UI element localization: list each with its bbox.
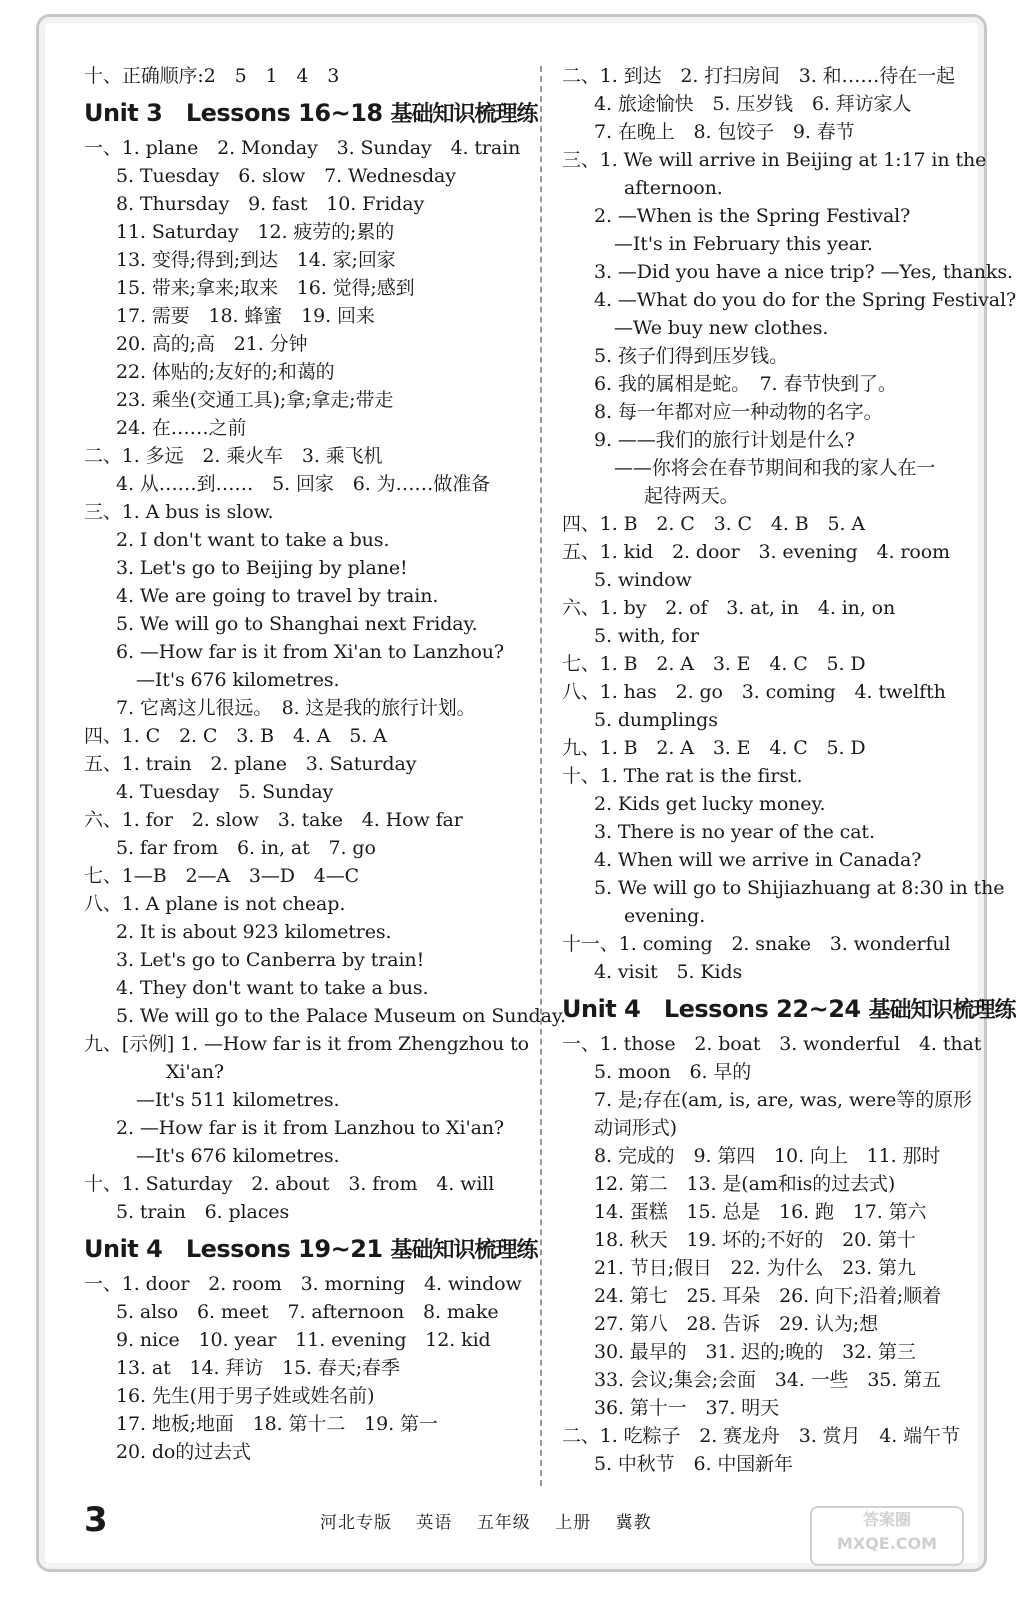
answer-line: 17. 需要 18. 蜂蜜 19. 回来 bbox=[116, 305, 375, 327]
answer-line: 5. We will go to the Palace Museum on Sunday. bbox=[116, 1005, 566, 1027]
answer-line: —It's 676 kilometres. bbox=[136, 669, 340, 691]
answer-line: 4. —What do you do for the Spring Festival? bbox=[594, 289, 1017, 311]
answer-line: 5. 孩子们得到压岁钱。 bbox=[594, 345, 788, 367]
watermark-logo bbox=[810, 1506, 964, 1566]
unit-heading-subtitle: 基础知识梳理练 bbox=[390, 1238, 538, 1263]
answer-line: 5. moon 6. 早的 bbox=[594, 1061, 752, 1083]
answer-line: 5. train 6. places bbox=[116, 1201, 290, 1223]
watermark-line2: MXQE.COM bbox=[836, 1534, 938, 1553]
answer-line: —It's 676 kilometres. bbox=[136, 1145, 340, 1167]
answer-line: 4. 从……到…… 5. 回家 6. 为……做准备 bbox=[116, 473, 491, 495]
answer-line: 二、1. 吃粽子 2. 赛龙舟 3. 赏月 4. 端午节 bbox=[562, 1425, 960, 1447]
answer-line: 7. 它离这儿很远。 8. 这是我的旅行计划。 bbox=[116, 697, 476, 719]
unit-heading-title: Unit 4 Lessons 19~21 bbox=[84, 1235, 391, 1263]
answer-line: 2. —When is the Spring Festival? bbox=[594, 205, 911, 227]
answer-line: 三、1. A bus is slow. bbox=[84, 501, 274, 523]
answer-line: 二、1. 多远 2. 乘火车 3. 乘飞机 bbox=[84, 445, 383, 467]
answer-line: 21. 节日;假日 22. 为什么 23. 第九 bbox=[594, 1257, 916, 1279]
answer-line: 9. nice 10. year 11. evening 12. kid bbox=[116, 1329, 491, 1351]
answer-line: 十一、1. coming 2. snake 3. wonderful bbox=[562, 933, 951, 955]
footer-book-info bbox=[320, 1508, 670, 1533]
footer-publisher: 冀教 bbox=[615, 1513, 652, 1533]
answer-line: 16. 先生(用于男子姓或姓名前) bbox=[116, 1385, 375, 1407]
answer-line: 33. 会议;集会;会面 34. 一些 35. 第五 bbox=[594, 1369, 941, 1391]
answer-line: 九、1. B 2. A 3. E 4. C 5. D bbox=[562, 737, 866, 759]
answer-line: —We buy new clothes. bbox=[614, 317, 829, 339]
answer-line: 一、1. door 2. room 3. morning 4. window bbox=[84, 1273, 522, 1295]
answer-line: 7. 在晚上 8. 包饺子 9. 春节 bbox=[594, 121, 855, 143]
answer-line: 3. There is no year of the cat. bbox=[594, 821, 875, 843]
answer-line: 9. ——我们的旅行计划是什么? bbox=[594, 429, 855, 451]
answer-line: 27. 第八 28. 告诉 29. 认为;想 bbox=[594, 1313, 878, 1335]
footer-volume: 上册 bbox=[555, 1513, 592, 1533]
footer-subject: 英语 bbox=[416, 1513, 453, 1533]
answer-line: 一、1. plane 2. Monday 3. Sunday 4. train bbox=[84, 137, 521, 159]
answer-line: 5. with, for bbox=[594, 625, 699, 647]
footer-grade: 五年级 bbox=[476, 1513, 531, 1533]
answer-line: 24. 在……之前 bbox=[116, 417, 247, 439]
answer-line: 15. 带来;拿来;取来 16. 觉得;感到 bbox=[116, 277, 415, 299]
answer-line: 八、1. A plane is not cheap. bbox=[84, 893, 346, 915]
answer-line: 5. 中秋节 6. 中国新年 bbox=[594, 1453, 793, 1475]
answer-line: 24. 第七 25. 耳朵 26. 向下;沿着;顺着 bbox=[594, 1285, 941, 1307]
answer-line: 6. 我的属相是蛇。 7. 春节快到了。 bbox=[594, 373, 897, 395]
right-answer-column bbox=[562, 62, 1017, 1478]
answer-line: 九、[示例] 1. —How far is it from Zhengzhou to bbox=[84, 1033, 529, 1055]
answer-line: 十、正确顺序:2 5 1 4 3 bbox=[84, 65, 340, 87]
answer-line: 一、1. those 2. boat 3. wonderful 4. that bbox=[562, 1033, 982, 1055]
answer-line: 18. 秋天 19. 坏的;不好的 20. 第十 bbox=[594, 1229, 916, 1251]
footer-edition: 河北专版 bbox=[320, 1513, 392, 1533]
answer-line: afternoon. bbox=[624, 177, 723, 199]
answer-line: 2. Kids get lucky money. bbox=[594, 793, 826, 815]
answer-line: 5. also 6. meet 7. afternoon 8. make bbox=[116, 1301, 499, 1323]
answer-line: 13. 变得;得到;到达 14. 家;回家 bbox=[116, 249, 396, 271]
left-answer-column bbox=[84, 62, 566, 1466]
answer-line: 8. 每一年都对应一种动物的名字。 bbox=[594, 401, 883, 423]
answer-line: evening. bbox=[624, 905, 706, 927]
unit-heading bbox=[84, 98, 539, 130]
answer-line: Xi'an? bbox=[166, 1061, 224, 1083]
answer-line: 4. Tuesday 5. Sunday bbox=[116, 781, 334, 803]
answer-line: 七、1. B 2. A 3. E 4. C 5. D bbox=[562, 653, 866, 675]
answer-line: 2. —How far is it from Lanzhou to Xi'an? bbox=[116, 1117, 505, 1139]
answer-line: 七、1—B 2—A 3—D 4—C bbox=[84, 865, 360, 887]
answer-line: 2. It is about 923 kilometres. bbox=[116, 921, 392, 943]
answer-line: 14. 蛋糕 15. 总是 16. 跑 17. 第六 bbox=[594, 1201, 927, 1223]
answer-line: 四、1. C 2. C 3. B 4. A 5. A bbox=[84, 725, 387, 747]
answer-line: 12. 第二 13. 是(am和is的过去式) bbox=[594, 1173, 896, 1195]
watermark-line1: 答案圈 bbox=[862, 1510, 911, 1529]
answer-line: 十、1. The rat is the first. bbox=[562, 765, 803, 787]
answer-line: 22. 体贴的;友好的;和蔼的 bbox=[116, 361, 335, 383]
answer-line: 13. at 14. 拜访 15. 春天;春季 bbox=[116, 1357, 400, 1379]
answer-line: 三、1. We will arrive in Beijing at 1:17 in the bbox=[562, 149, 987, 171]
answer-line: 4. visit 5. Kids bbox=[594, 961, 743, 983]
answer-line: 六、1. by 2. of 3. at, in 4. in, on bbox=[562, 597, 896, 619]
answer-line: 六、1. for 2. slow 3. take 4. How far bbox=[84, 809, 463, 831]
answer-line: 11. Saturday 12. 疲劳的;累的 bbox=[116, 221, 395, 243]
answer-line: 20. do的过去式 bbox=[116, 1441, 251, 1463]
answer-line: 4. When will we arrive in Canada? bbox=[594, 849, 922, 871]
answer-line: 5. window bbox=[594, 569, 692, 591]
answer-line: 3. Let's go to Canberra by train! bbox=[116, 949, 425, 971]
unit-heading-title: Unit 3 Lessons 16~18 bbox=[84, 99, 391, 127]
answer-line: 4. 旅途愉快 5. 压岁钱 6. 拜访家人 bbox=[594, 93, 912, 115]
unit-heading-title: Unit 4 Lessons 22~24 bbox=[562, 995, 869, 1023]
answer-line: 四、1. B 2. C 3. C 4. B 5. A bbox=[562, 513, 865, 535]
column-divider bbox=[540, 66, 542, 1486]
answer-line: 3. Let's go to Beijing by plane! bbox=[116, 557, 408, 579]
answer-line: ——你将会在春节期间和我的家人在一 bbox=[614, 457, 936, 479]
answer-line: 5. far from 6. in, at 7. go bbox=[116, 837, 376, 859]
answer-line: 二、1. 到达 2. 打扫房间 3. 和……待在一起 bbox=[562, 65, 955, 87]
answer-line: 7. 是;存在(am, is, are, was, were等的原形 bbox=[594, 1089, 972, 1111]
answer-line: 八、1. has 2. go 3. coming 4. twelfth bbox=[562, 681, 946, 703]
answer-line: 5. We will go to Shanghai next Friday. bbox=[116, 613, 478, 635]
answer-line: —It's in February this year. bbox=[614, 233, 873, 255]
answer-line: 十、1. Saturday 2. about 3. from 4. will bbox=[84, 1173, 495, 1195]
answer-line: 30. 最早的 31. 迟的;晚的 32. 第三 bbox=[594, 1341, 916, 1363]
answer-line: 36. 第十一 37. 明天 bbox=[594, 1397, 780, 1419]
answer-line: 五、1. kid 2. door 3. evening 4. room bbox=[562, 541, 950, 563]
answer-line: 2. I don't want to take a bus. bbox=[116, 529, 390, 551]
answer-line: 17. 地板;地面 18. 第十二 19. 第一 bbox=[116, 1413, 438, 1435]
answer-line: 4. They don't want to take a bus. bbox=[116, 977, 429, 999]
unit-heading bbox=[84, 1234, 539, 1266]
answer-line: —It's 511 kilometres. bbox=[136, 1089, 340, 1111]
answer-line: 动词形式) bbox=[594, 1117, 677, 1139]
answer-line: 5. We will go to Shijiazhuang at 8:30 in the bbox=[594, 877, 1005, 899]
answer-line: 3. —Did you have a nice trip? —Yes, thanks. bbox=[594, 261, 1013, 283]
unit-heading-subtitle: 基础知识梳理练 bbox=[868, 998, 1016, 1023]
answer-line: 五、1. train 2. plane 3. Saturday bbox=[84, 753, 417, 775]
answer-line: 20. 高的;高 21. 分钟 bbox=[116, 333, 308, 355]
unit-heading-subtitle: 基础知识梳理练 bbox=[390, 102, 538, 127]
answer-line: 23. 乘坐(交通工具);拿;拿走;带走 bbox=[116, 389, 394, 411]
answer-line: 8. Thursday 9. fast 10. Friday bbox=[116, 193, 425, 215]
answer-line: 5. dumplings bbox=[594, 709, 718, 731]
answer-line: 6. —How far is it from Xi'an to Lanzhou? bbox=[116, 641, 505, 663]
answer-line: 4. We are going to travel by train. bbox=[116, 585, 439, 607]
unit-heading bbox=[562, 994, 1017, 1026]
answer-line: 8. 完成的 9. 第四 10. 向上 11. 那时 bbox=[594, 1145, 941, 1167]
answer-line: 5. Tuesday 6. slow 7. Wednesday bbox=[116, 165, 456, 187]
page-number: 3 bbox=[84, 1500, 108, 1540]
answer-line: 起待两天。 bbox=[644, 485, 739, 507]
